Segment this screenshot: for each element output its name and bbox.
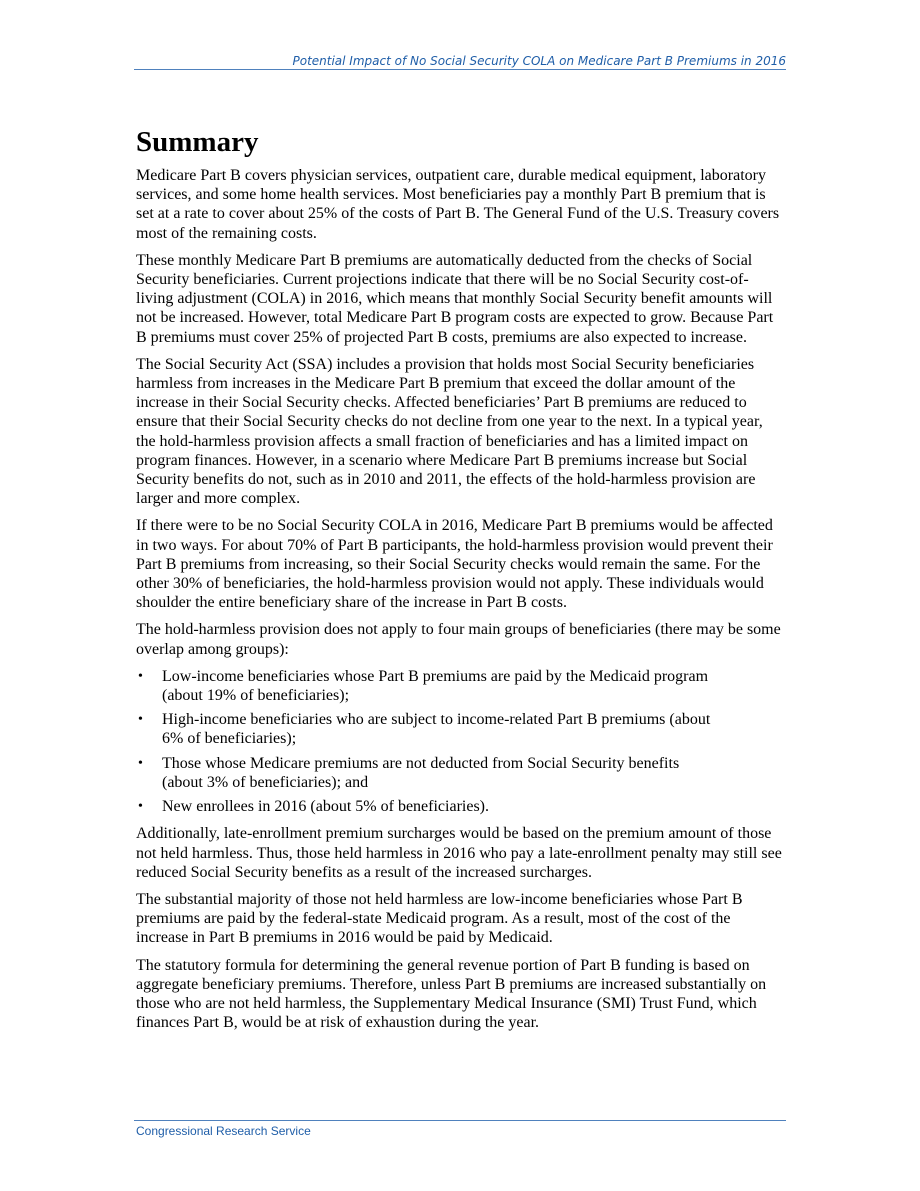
bullet-icon: • <box>138 668 143 684</box>
list-item-line: New enrollees in 2016 (about 5% of beneficiaries). <box>162 798 489 816</box>
list-item <box>136 667 786 705</box>
paragraph-smi-trust-fund: The statutory formula for determining the general revenue portion of Part B funding is based on aggregate beneficiary premiums. Therefore, unless Part B premiums are increased substantially on those who are not held harmless, the Supplementary Medical Insurance (SMI) Trust Fund, which finances Part B, would be at risk of exhaustion during the year. <box>136 956 767 1032</box>
paragraph-part-b-overview: Medicare Part B covers physician services, outpatient care, durable medical equipment, laboratory services, and some home health services. Most beneficiaries pay a monthly Part B premium that is set at a rate to cover about 25% of the costs of Part B. The General Fund of the U.S. Treasury covers most of the remaining costs. <box>136 167 780 242</box>
paragraph-premium-deduction: These monthly Medicare Part B premiums are automatically deducted from the checks of Social Security beneficiaries. Current projections indicate that there will be no Social Security cost-of-living adjustment (COLA) in 2016, which means that monthly Social Security benefit amounts will not be increased. However, total Medicare Part B program costs are expected to grow. Because Part B premiums must cover 25% of projected Part B costs, premiums are also expected to increase. <box>136 251 774 346</box>
paragraph-hold-harmless-provision: The Social Security Act (SSA) includes a provision that holds most Social Security beneficiaries harmless from increases in the Medicare Part B premium that exceed the dollar amount of the increase in their Social Security checks. Affected beneficiaries’ Part B premiums are reduced to ensure that their Social Security checks do not decline from one year to the next. In a typical year, the hold-harmless provision affects a small fraction of beneficiaries and has a limited impact on program finances. However, in a scenario where Medicare Part B premiums increase but Social Security benefits do not, such as in 2010 and 2011, the effects of the hold-harmless provision are larger and more complex. <box>136 355 763 508</box>
paragraph-no-cola-effects: If there were to be no Social Security COLA in 2016, Medicare Part B premiums would be affected in two ways. For about 70% of Part B participants, the hold-harmless provision would prevent their Part B premiums from increasing, so their Social Security checks would remain the same. For the other 30% of beneficiaries, the hold-harmless provision would not apply. These individuals would shoulder the entire beneficiary share of the increase in Part B costs. <box>136 517 773 612</box>
footer-rule <box>134 1120 786 1121</box>
list-item-line: (about 19% of beneficiaries); <box>162 687 350 705</box>
bullet-icon: • <box>138 755 143 771</box>
list-item-line: Low-income beneficiaries whose Part B premiums are paid by the Medicaid program <box>162 667 709 685</box>
summary-heading: Summary <box>136 126 259 158</box>
list-item-line: Those whose Medicare premiums are not deducted from Social Security benefits <box>162 754 680 772</box>
list-item-line: High-income beneficiaries who are subject to income-related Part B premiums (about <box>162 711 711 729</box>
list-item-line: 6% of beneficiaries); <box>162 730 297 748</box>
paragraph-late-enrollment: Additionally, late-enrollment premium surcharges would be based on the premium amount of those not held harmless. Thus, those held harmless in 2016 who pay a late-enrollment penalty may still see reduced Social Security benefits as a result of the increased surcharges. <box>136 825 782 881</box>
paragraph-groups-intro: The hold-harmless provision does not apply to four main groups of beneficiaries (there may be some overlap among groups): <box>136 621 781 658</box>
list-item <box>136 797 786 816</box>
header-rule <box>134 69 786 70</box>
footer-organization: Congressional Research Service <box>136 1124 311 1138</box>
list-item-line: (about 3% of beneficiaries); and <box>162 773 369 791</box>
running-header-title: Potential Impact of No Social Security COLA on Medicare Part B Premiums in 2016 <box>292 54 786 68</box>
list-item <box>136 754 786 792</box>
bullet-icon: • <box>138 712 143 728</box>
beneficiary-groups-list <box>136 667 786 816</box>
summary-section <box>136 124 786 1040</box>
list-item <box>136 710 786 748</box>
paragraph-medicaid-cost: The substantial majority of those not held harmless are low-income beneficiaries whose Part B premiums are paid by the federal-state Medicaid program. As a result, most of the cost of the increase in Part B premiums in 2016 would be paid by Medicaid. <box>136 890 743 947</box>
bullet-icon: • <box>138 799 143 815</box>
